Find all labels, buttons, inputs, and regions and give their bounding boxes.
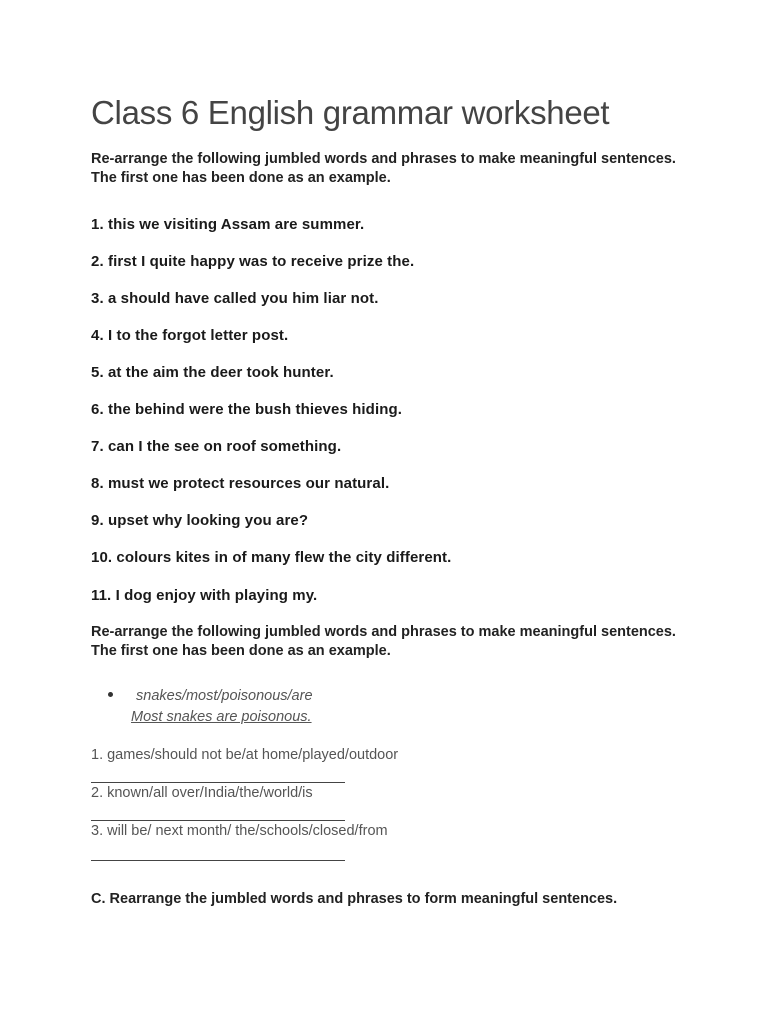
question-item: 3. a should have called you him liar not. — [91, 290, 379, 307]
section-a-instruction: Re-arrange the following jumbled words and phrases to make meaningful sentences. The first one has been done as an example. — [91, 151, 676, 186]
page-title: Class 6 English grammar worksheet — [91, 94, 610, 131]
question-item: 2. first I quite happy was to receive prize the. — [91, 253, 415, 270]
question-item: 4. I to the forgot letter post. — [91, 327, 289, 344]
question-item: 10. colours kites in of many flew the city different. — [91, 549, 452, 566]
question-item: 7. can I the see on roof something. — [91, 438, 342, 455]
bullet-icon — [108, 692, 113, 697]
question-item: 5. at the aim the deer took hunter. — [91, 364, 334, 381]
answer-blank-line — [91, 782, 345, 783]
jumbled-question: 2. known/all over/India/the/world/is — [91, 785, 313, 801]
question-item: 9. upset why looking you are? — [91, 512, 309, 529]
example-answer: Most snakes are poisonous. — [131, 709, 312, 725]
example-words: snakes/most/poisonous/are — [136, 688, 313, 704]
answer-blank-line — [91, 820, 345, 821]
question-item: 11. I dog enjoy with playing my. — [91, 587, 318, 604]
question-item: 1. this we visiting Assam are summer. — [91, 216, 365, 233]
answer-blank-line — [91, 860, 345, 861]
question-item: 8. must we protect resources our natural. — [91, 475, 390, 492]
section-b-instruction: Re-arrange the following jumbled words and phrases to make meaningful sentences. The first one has been done as an example. — [91, 624, 676, 659]
example-item — [91, 688, 491, 733]
jumbled-question: 1. games/should not be/at home/played/outdoor — [91, 747, 399, 763]
section-c-instruction: C. Rearrange the jumbled words and phrases to form meaningful sentences. — [91, 891, 618, 907]
question-item: 6. the behind were the bush thieves hiding. — [91, 401, 403, 418]
jumbled-question: 3. will be/ next month/ the/schools/closed/from — [91, 823, 388, 839]
